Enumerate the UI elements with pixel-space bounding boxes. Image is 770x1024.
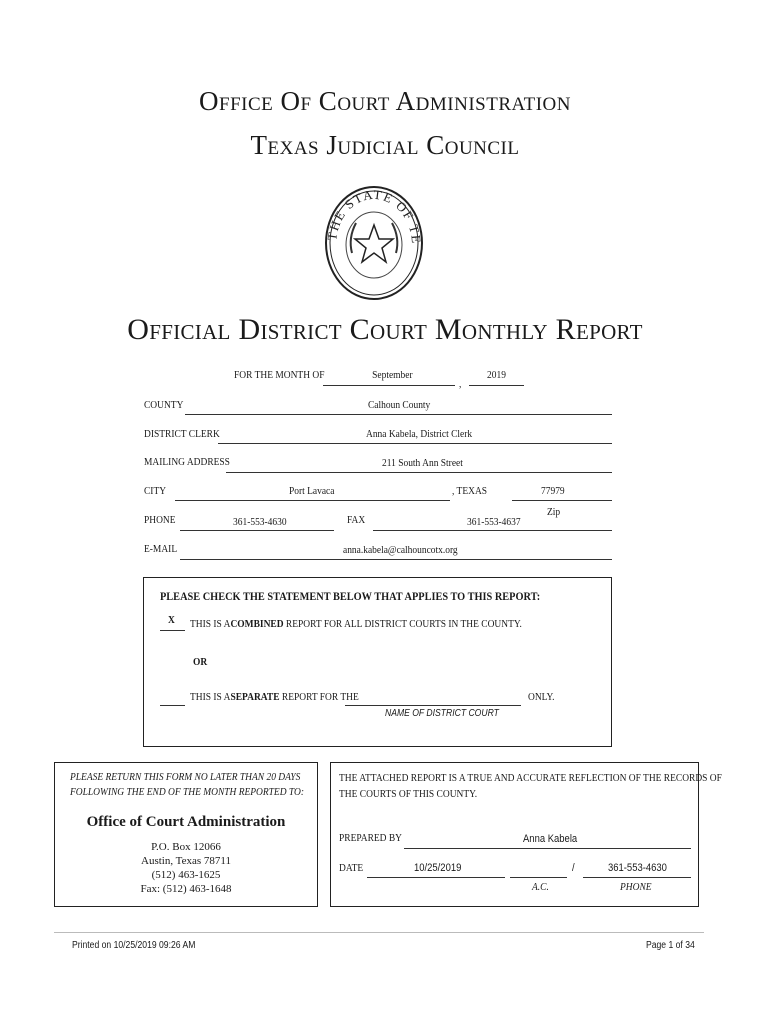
texas-seal [322,183,426,303]
month-label: FOR THE MONTH OF [234,369,325,381]
county-line [185,414,612,415]
mailing-label: MAILING ADDRESS [144,456,230,468]
svg-text:THE STATE OF TEXAS [322,183,424,245]
council-heading-text: Texas Judicial Council [250,130,520,160]
return-city: Austin, Texas 78711 [141,855,231,867]
mailing-value[interactable]: 211 South Ann Street [382,457,463,469]
combined-mark[interactable]: X [168,614,175,626]
phone-label: PHONE [144,514,176,526]
cert-statement-2: THE COURTS OF THIS COUNTY. [339,788,478,800]
only-text: ONLY. [528,691,555,703]
prepared-by-line [404,848,691,849]
or-text: OR [193,656,208,668]
city-value[interactable]: Port Lavaca [289,485,335,497]
office-heading-text: Office Of Court Administration [199,86,571,116]
ac-label: A.C. [532,881,549,893]
zip-line [512,500,612,501]
separate-checkbox-line[interactable] [160,705,185,706]
report-title [0,313,770,347]
clerk-label: DISTRICT CLERK [144,428,220,440]
return-instructions-1: PLEASE RETURN THIS FORM NO LATER THAN 20 DAYS [70,771,301,783]
council-heading [0,130,770,161]
month-value[interactable]: September [372,369,413,381]
report-title-text: Official District Court Monthly Report [127,313,643,346]
page-number: Page 1 of 34 [646,940,695,951]
phone-slash: / [572,862,575,874]
prepared-by-label: PREPARED BY [339,832,403,844]
clerk-line [218,443,612,444]
fax-value[interactable]: 361-553-4637 [467,516,521,528]
date-line [367,877,505,878]
county-label: COUNTY [144,399,184,411]
fax-label: FAX [347,514,366,526]
return-instructions-2: FOLLOWING THE END OF THE MONTH REPORTED TO: [70,786,304,798]
report-type-heading: PLEASE CHECK THE STATEMENT BELOW THAT APPLIES TO THIS REPORT: [160,589,541,603]
cert-phone-value[interactable]: 361-553-4630 [608,862,667,874]
city-line [175,500,450,501]
return-office: Office of Court Administration [86,814,286,830]
combined-post: REPORT FOR ALL DISTRICT COURTS IN THE COUNTY. [285,618,522,630]
court-name-line[interactable] [345,705,521,706]
fax-line [373,530,612,531]
month-line [323,385,455,386]
email-line [180,559,612,560]
date-label: DATE [339,862,364,874]
footer-rule [54,932,704,933]
cert-phone-line [583,877,691,878]
county-value[interactable]: Calhoun County [368,399,431,411]
return-po-box: P.O. Box 12066 [151,841,221,853]
area-code-line [510,877,567,878]
year-line [469,385,524,386]
year-value[interactable]: 2019 [487,369,506,381]
date-value[interactable]: 10/25/2019 [414,862,462,874]
separate-statement [190,691,359,703]
email-label: E-MAIL [144,543,178,555]
seal-text: THE STATE OF TE [324,186,425,246]
month-separator: , [459,378,462,390]
combined-pre: THIS IS A [190,618,231,630]
zip-value[interactable]: 77979 [541,485,565,497]
court-name-label: NAME OF DISTRICT COURT [385,708,499,719]
seal-icon [322,183,426,303]
cert-phone-label: PHONE [620,881,652,893]
printed-timestamp: Printed on 10/25/2019 09:26 AM [72,940,196,951]
separate-bold: SEPARATE [230,691,280,703]
combined-statement [190,618,522,630]
office-heading [0,86,770,117]
return-phone: (512) 463-1625 [151,869,221,881]
combined-checkbox-line[interactable] [160,630,185,631]
email-value[interactable]: anna.kabela@calhouncotx.org [343,544,458,556]
city-label: CITY [144,485,167,497]
zip-label: Zip [547,506,561,518]
return-fax: Fax: (512) 463-1648 [140,883,232,895]
separate-pre: THIS IS A [190,691,231,703]
mailing-line [226,472,612,473]
phone-line [180,530,334,531]
clerk-value[interactable]: Anna Kabela, District Clerk [366,428,473,440]
phone-value[interactable]: 361-553-4630 [233,516,287,528]
prepared-by-value[interactable]: Anna Kabela [523,833,578,845]
combined-bold: COMBINED [230,618,284,630]
state-value: , TEXAS [452,485,488,497]
separate-post: REPORT FOR THE [281,691,359,703]
cert-statement-1: THE ATTACHED REPORT IS A TRUE AND ACCURATE REFLECTION OF THE RECORDS OF [339,772,722,784]
